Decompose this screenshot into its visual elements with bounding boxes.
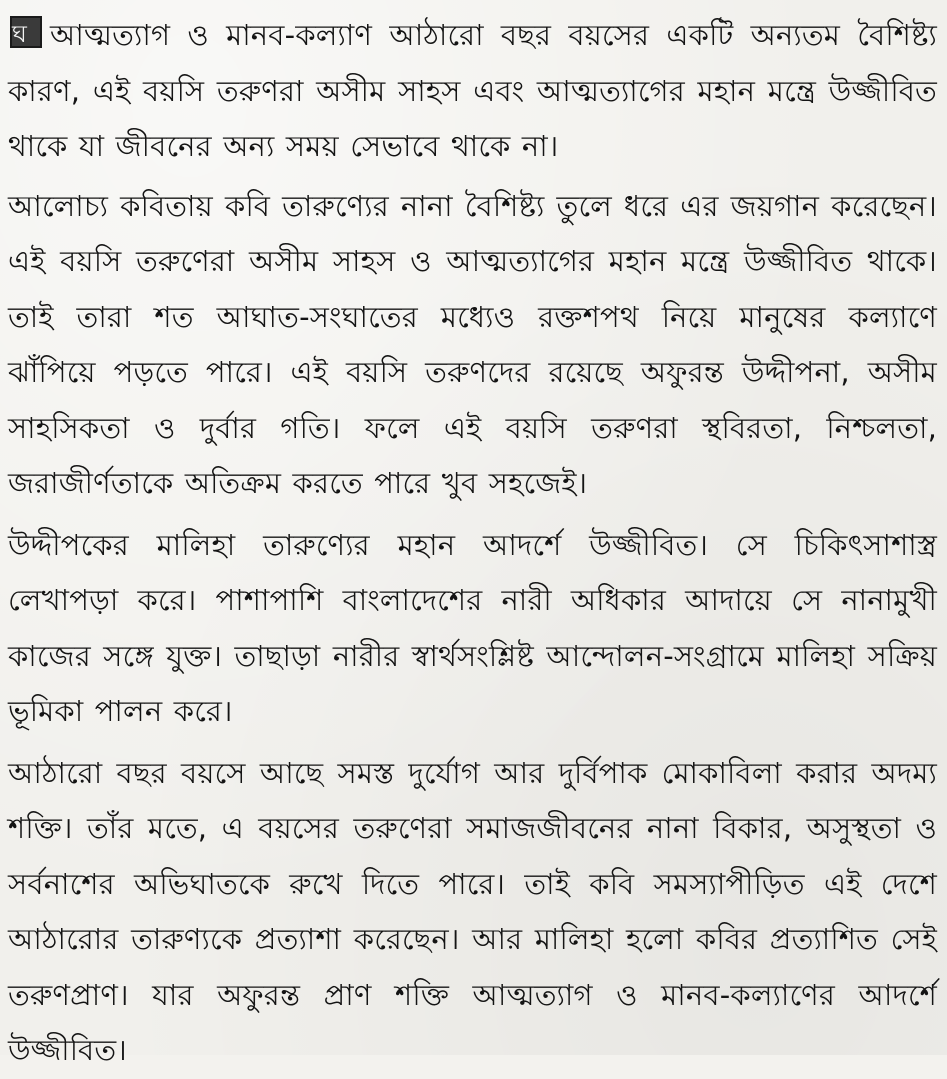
answer-paragraph-3: উদ্দীপকের মালিহা তারুণ্যের মহান আদর্শে উজ্জীবিত। সে চিকিৎসাশাস্ত্র লেখাপড়া করে। পাশাপাশি বাংলাদেশের নারী অধিকার আদায়ে সে নানামুখী কাজের সঙ্গে যুক্ত। তাছাড়া নারীর স্বার্থসংশ্লিষ্ট আন্দোলন-সংগ্রামে মালিহা সক্রিয় ভূমিকা পালন করে।	[8, 527, 937, 728]
answer-paragraph-1	[8, 8, 937, 175]
paragraph-1-text: আত্মত্যাগ ও মানব-কল্যাণ আঠারো বছর বয়সের একটি অন্যতম বৈশিষ্ট্য কারণ, এই বয়সি তরুণরা অসীম সাহস এবং আত্মত্যাগের মহান মন্ত্রে উজ্জীবিত থাকে যা জীবনের অন্য সময় সেভাবে থাকে না।	[8, 18, 937, 163]
answer-marker-badge: ঘ	[10, 16, 42, 48]
answer-paragraph-2: আলোচ্য কবিতায় কবি তারুণ্যের নানা বৈশিষ্ট্য তুলে ধরে এর জয়গান করেছেন। এই বয়সি তরুণেরা অসীম সাহস ও আত্মত্যাগের মহান মন্ত্রে উজ্জীবিত থাকে। তাই তারা শত আঘাত-সংঘাতের মধ্যেও রক্তশপথ নিয়ে মানুষের কল্যাণে ঝাঁপিয়ে পড়তে পারে। এই বয়সি তরুণদের রয়েছে অফুরন্ত উদ্দীপনা, অসীম সাহসিকতা ও দুর্বার গতি। ফলে এই বয়সি তরুণরা স্থবিরতা, নিশ্চলতা, জরাজীর্ণতাকে অতিক্রম করতে পারে খুব সহজেই।	[8, 188, 937, 500]
answer-paragraph-4: আঠারো বছর বয়সে আছে সমস্ত দুর্যোগ আর দুর্বিপাক মোকাবিলা করার অদম্য শক্তি। তাঁর মতে, এ বয়সের তরুণেরা সমাজজীবনের নানা বিকার, অসুস্থতা ও সর্বনাশের অভিঘাতকে রুখে দিতে পারে। তাই কবি সমস্যাপীড়িত এই দেশে আঠারোর তারুণ্যকে প্রত্যাশা করেছেন। আর মালিহা হলো কবির প্রত্যাশিত সেই তরুণপ্রাণ। যার অফুরন্ত প্রাণ শক্তি আত্মত্যাগ ও মানব-কল্যাণের আদর্শে উজ্জীবিত।	[8, 755, 937, 1067]
